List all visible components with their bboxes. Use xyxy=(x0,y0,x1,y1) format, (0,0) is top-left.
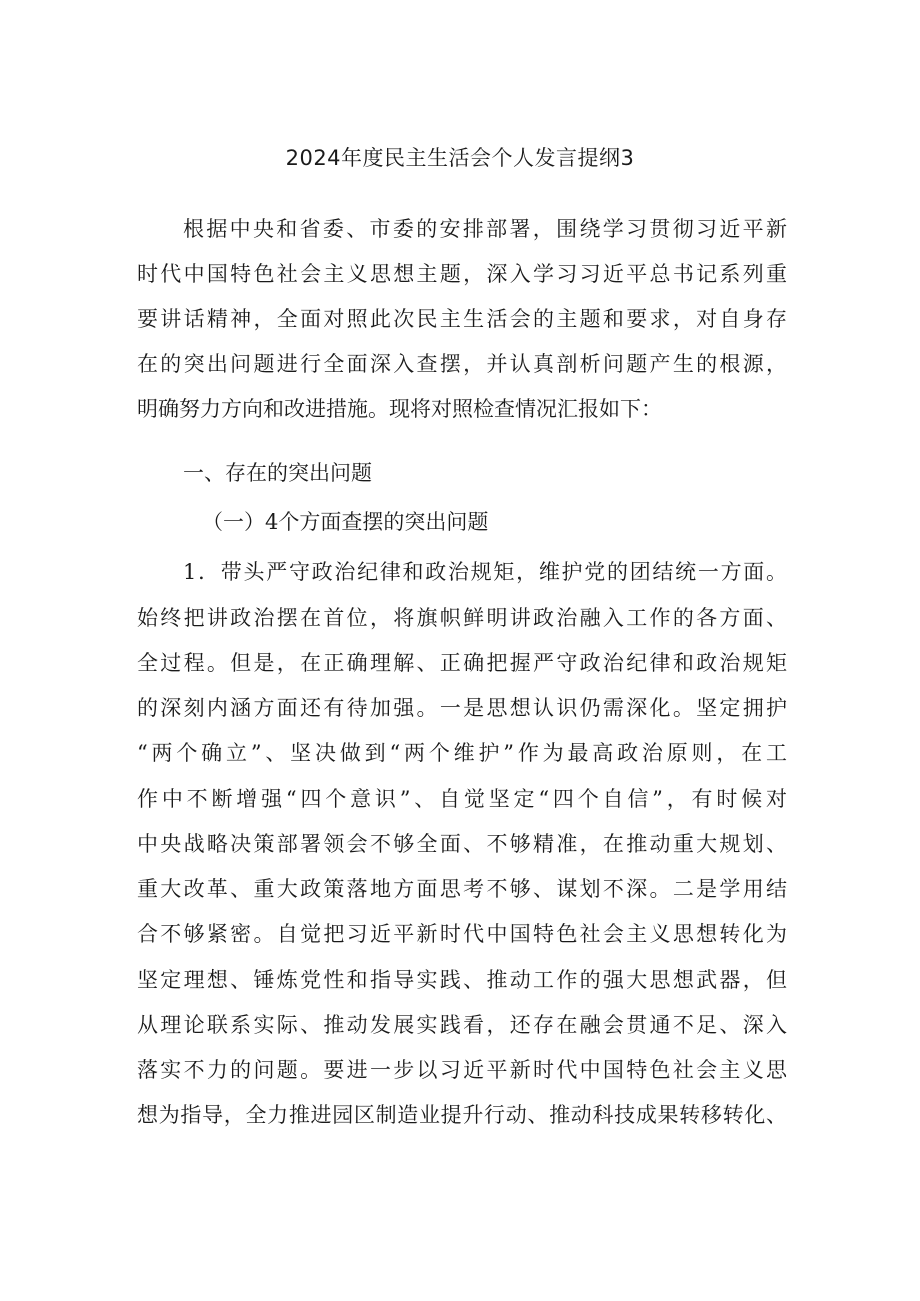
paragraph-line: 始终把讲政治摆在首位，将旗帜鲜明讲政治融入工作的各方面、 xyxy=(137,606,787,630)
paragraph-line: 时代中国特色社会主义思想主题，深入学习习近平总书记系列重 xyxy=(137,262,787,286)
paragraph-line: 坚定理想、锤炼党性和指导实践、推动工作的强大思想武器，但 xyxy=(137,968,787,992)
paragraph-line: 作中不断增强“四个意识”、自觉坚定“四个自信”，有时候对 xyxy=(137,787,787,811)
paragraph-line: 落实不力的问题。要进一步以习近平新时代中国特色社会主义思 xyxy=(137,1058,787,1082)
paragraph-line: 1．带头严守政治纪律和政治规矩，维护党的团结统一方面。 xyxy=(183,560,787,584)
paragraph-line: 合不够紧密。自觉把习近平新时代中国特色社会主义思想转化为 xyxy=(137,922,787,946)
paragraph-line: 明确努力方向和改进措施。现将对照检查情况汇报如下： xyxy=(137,397,662,421)
paragraph-line: 想为指导，全力推进园区制造业提升行动、推动科技成果转移转化、 xyxy=(137,1103,787,1127)
paragraph-line: “两个确立”、坚决做到“两个维护”作为最高政治原则，在工 xyxy=(137,741,787,765)
paragraph-line: 全过程。但是，在正确理解、正确把握严守政治纪律和政治规矩 xyxy=(137,651,787,675)
paragraph-line: 从理论联系实际、推动发展实践看，还存在融会贯通不足、深入 xyxy=(137,1013,787,1037)
subsection-heading: （一）4个方面查摆的突出问题 xyxy=(202,510,489,534)
section-heading: 一、存在的突出问题 xyxy=(183,461,372,485)
paragraph-line: 在的突出问题进行全面深入查摆，并认真剖析问题产生的根源， xyxy=(137,352,787,376)
paragraph-line: 要讲话精神，全面对照此次民主生活会的主题和要求，对自身存 xyxy=(137,307,787,331)
paragraph-line: 中央战略决策部署领会不够全面、不够精准，在推动重大规划、 xyxy=(137,832,787,856)
paragraph-line: 重大改革、重大政策落地方面思考不够、谋划不深。二是学用结 xyxy=(137,877,787,901)
document-title: 2024年度民主生活会个人发言提纲3 xyxy=(285,146,635,170)
paragraph-line: 根据中央和省委、市委的安排部署，围绕学习贯彻习近平新 xyxy=(183,217,787,241)
paragraph-line: 的深刻内涵方面还有待加强。一是思想认识仍需深化。坚定拥护 xyxy=(137,696,787,720)
